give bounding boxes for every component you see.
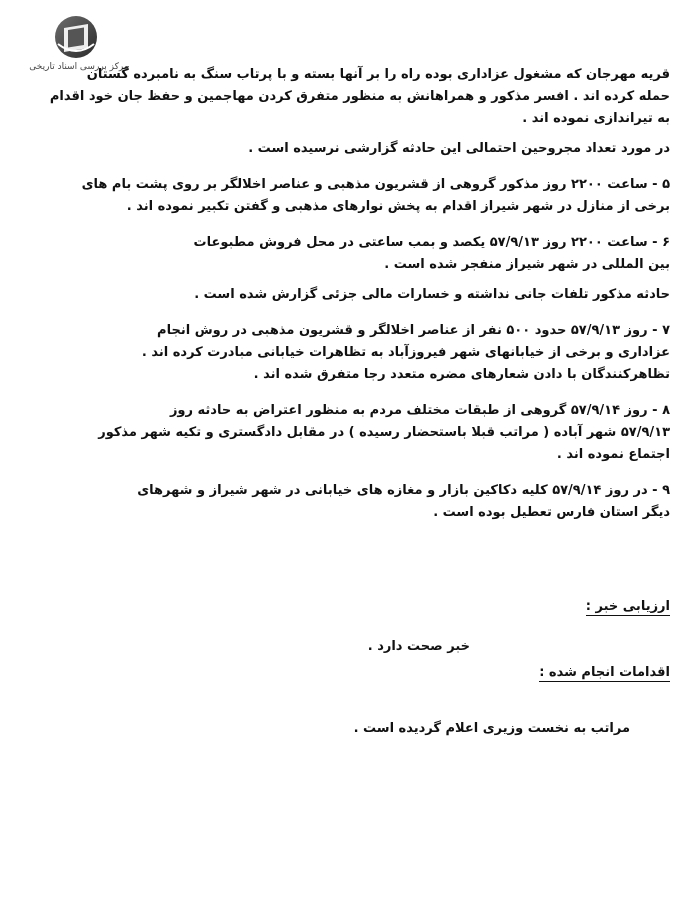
archive-emblem-icon bbox=[48, 14, 104, 60]
text-line: در مورد تعداد مجروحین احتمالی این حادثه گزارشی نرسیده است . bbox=[248, 141, 670, 156]
document-body bbox=[40, 64, 670, 742]
item-8-line: ۵۷/۹/۱۳ شهر آباده ( مراتب قبلا باستحضار رسیده ) در مقابل دادگستری و تکیه شهر مذکور bbox=[98, 425, 670, 440]
evaluation-label: ارزیابی خبر : bbox=[585, 599, 670, 614]
text-line: حمله کرده اند . افسر مذکور و همراهانش به منظور متفرق کردن مهاجمین و حفظ جان خود اقدام bbox=[49, 89, 670, 104]
item-6-line: ۶ - ساعت ۲۲۰۰ روز ۵۷/۹/۱۳ یکصد و بمب ساعتی در محل فروش مطبوعات bbox=[193, 235, 670, 250]
text-line: به تیراندازی نموده اند . bbox=[522, 111, 670, 126]
evaluation-value: خبر صحت دارد . bbox=[367, 639, 470, 654]
archive-name: مرکز بررسی اسناد تاریخی bbox=[29, 62, 129, 72]
item-5-line: ۵ - ساعت ۲۲۰۰ روز مذکور گروهی از قشریون مذهبی و عناصر اخلالگر بر روی پشت بام های bbox=[81, 177, 670, 192]
text-line: قریه مهرجان که مشغول عزاداری بوده راه را بر آنها بسته و با پرتاب سنگ به نامبرده گستان bbox=[86, 67, 670, 82]
item-8-line: اجتماع نموده اند . bbox=[556, 447, 670, 462]
item-9-line: دیگر استان فارس تعطیل بوده است . bbox=[433, 505, 670, 520]
item-9-line: ۹ - در روز ۵۷/۹/۱۴ کلیه دکاکین بازار و مغازه های خیابانی در شهر شیراز و شهرهای bbox=[137, 483, 670, 498]
item-5-line: برخی از منازل در شهر شیراز اقدام به پخش نوارهای مذهبی و گفتن تکبیر نموده اند . bbox=[126, 199, 670, 214]
item-7-line: ۷ - روز ۵۷/۹/۱۳ حدود ۵۰۰ نفر از عناصر اخلالگر و قشریون مذهبی در روش انجام bbox=[157, 323, 670, 338]
item-7-line: عزاداری و برخی از خیابانهای شهر فیروزآباد به تظاهرات خیابانی مبادرت کرده اند . bbox=[141, 345, 670, 360]
action-label: اقدامات انجام شده : bbox=[539, 665, 670, 680]
action-value: مراتب به نخست وزیری اعلام گردیده است . bbox=[353, 721, 630, 736]
item-7-line: تظاهرکنندگان با دادن شعارهای مضره متعدد رجا متفرق شده اند . bbox=[253, 367, 670, 382]
text-line: حادثه مذکور تلفات جانی نداشته و خسارات مالی جزئی گزارش شده است . bbox=[194, 287, 670, 302]
item-8-line: ۸ - روز ۵۷/۹/۱۴ گروهی از طبقات مختلف مردم به منظور اعتراض به حادثه روز bbox=[169, 403, 670, 418]
item-6-line: بین المللی در شهر شیراز منفجر شده است . bbox=[384, 257, 670, 272]
document-footer bbox=[40, 594, 670, 742]
